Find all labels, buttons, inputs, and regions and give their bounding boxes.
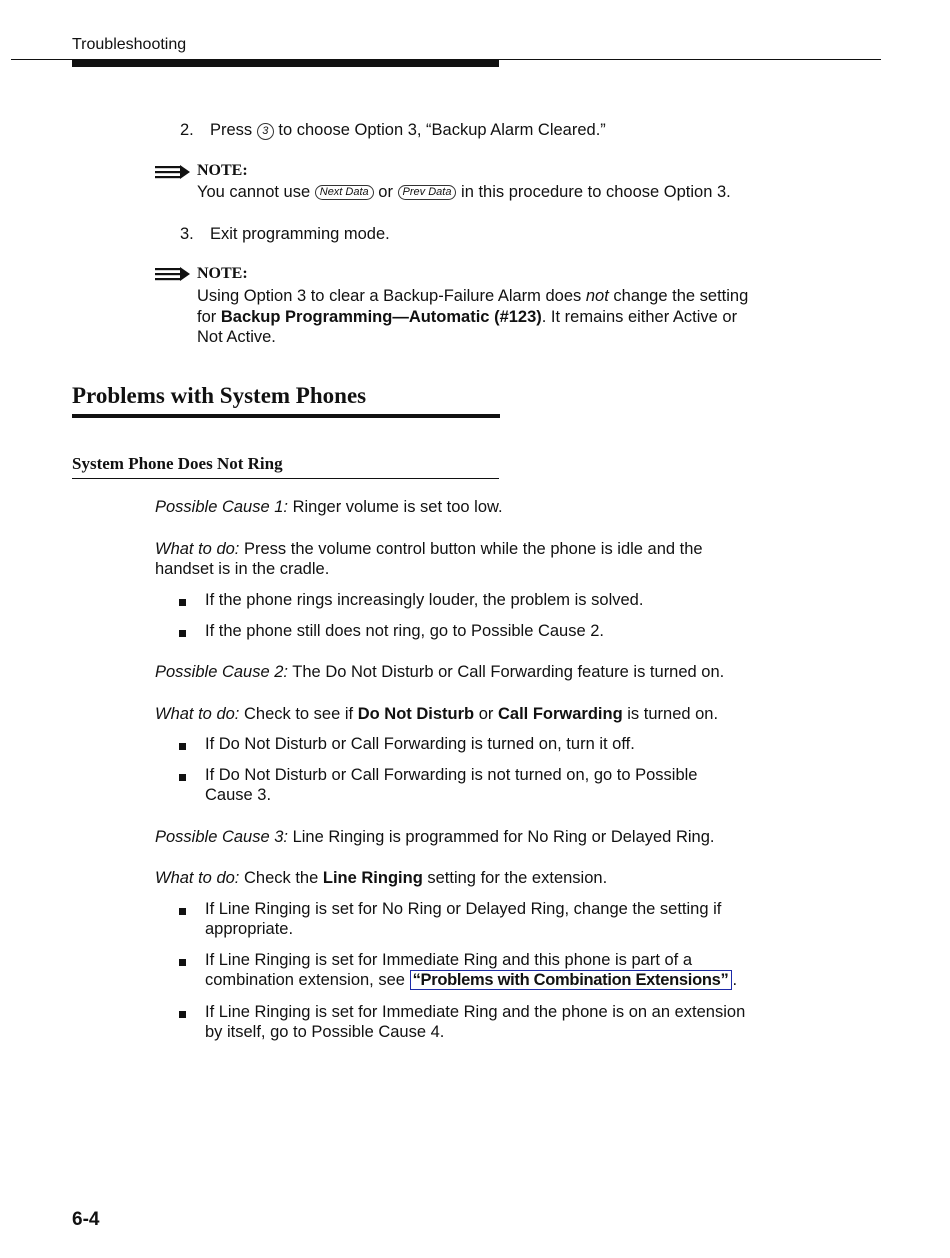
list-item: If Line Ringing is set for Immediate Ring and the phone is on an extension [205,1003,746,1021]
note-label: NOTE: [197,265,248,282]
header-bar [72,60,499,67]
note-label: NOTE: [197,162,248,179]
list-item-continued: Cause 3. [205,786,272,804]
bullet-icon [179,630,186,637]
bullet-icon [179,599,186,606]
next-data-key: Next Data [315,185,374,200]
running-head: Troubleshooting [72,36,187,53]
bullet-icon [179,743,186,750]
list-item-continued: combination extension, see “Problems with Combination Extensions” . [205,971,738,989]
list-item: If Do Not Disturb or Call Forwarding is not turned on, go to Possible [205,766,698,784]
subsection-title: System Phone Does Not Ring [72,454,283,473]
subsection-rule [72,478,499,479]
note-2-line-3: Not Active. [197,328,276,346]
what-to-do-2: What to do: Check to see if Do Not Disturb or Call Forwarding is turned on. [155,705,719,723]
step-number: 3. [180,225,194,243]
note-2-line-2: for Backup Programming—Automatic (#123). It remains either Active or [197,308,738,326]
combination-extensions-link[interactable]: “Problems with Combination Extensions” [410,970,733,990]
step-2: 2. Press 3 to choose Option 3, “Backup Alarm Cleared.” [180,121,606,139]
bullet-icon [179,959,186,966]
list-item: If Do Not Disturb or Call Forwarding is turned on, turn it off. [205,735,635,753]
list-item: If the phone still does not ring, go to Possible Cause 2. [205,622,604,640]
bullet-icon [179,908,186,915]
prev-data-key: Prev Data [398,185,457,200]
what-to-do-1-line-2: handset is in the cradle. [155,560,330,578]
list-item-continued: by itself, go to Possible Cause 4. [205,1023,445,1041]
what-to-do-1-line-1: What to do: Press the volume control button while the phone is idle and the [155,540,703,558]
section-title: Problems with System Phones [72,383,367,408]
dial-key-3: 3 [257,123,274,140]
list-item: If the phone rings increasingly louder, the problem is solved. [205,591,644,609]
note-pencil-icon [154,265,192,283]
page-number: 6-4 [72,1209,100,1230]
note-pencil-icon [154,163,192,181]
section-rule [72,414,500,418]
possible-cause-3: Possible Cause 3: Line Ringing is programmed for No Ring or Delayed Ring. [155,828,715,846]
list-item: If Line Ringing is set for Immediate Ring and this phone is part of a [205,951,693,969]
what-to-do-3: What to do: Check the Line Ringing setting for the extension. [155,869,608,887]
bullet-icon [179,774,186,781]
list-item-continued: appropriate. [205,920,294,938]
note-2-line-1: Using Option 3 to clear a Backup-Failure Alarm does not change the setting [197,287,749,305]
bullet-icon [179,1011,186,1018]
note-1-text: You cannot use Next Data or Prev Data in this procedure to choose Option 3. [197,183,731,201]
possible-cause-1: Possible Cause 1: Ringer volume is set too low. [155,498,503,516]
possible-cause-2: Possible Cause 2: The Do Not Disturb or Call Forwarding feature is turned on. [155,663,725,681]
step-3: 3. Exit programming mode. [180,225,390,243]
list-item: If Line Ringing is set for No Ring or Delayed Ring, change the setting if [205,900,722,918]
step-number: 2. [180,121,194,139]
